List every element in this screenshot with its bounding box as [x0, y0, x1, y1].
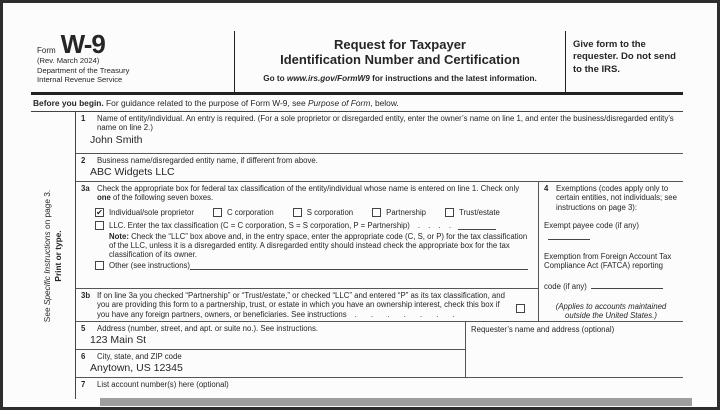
option-individual [95, 208, 194, 217]
before-begin-bold: Before you begin. [33, 98, 104, 108]
exempt-payee-line [544, 221, 678, 242]
option-partnership [372, 208, 426, 217]
sidebar-see-suffix: on page 3. [42, 189, 53, 231]
line-7-account-row [76, 378, 683, 399]
line-3a-number: 3a [81, 184, 90, 193]
purpose-of-form-ref: Purpose of Form [307, 98, 371, 108]
option-llc [95, 221, 538, 230]
fatca-line [544, 252, 678, 292]
form-title-line1: Request for Taxpayer [334, 37, 466, 52]
line-3b-number: 3b [81, 291, 91, 300]
line-7-label: List account number(s) here (optional) [97, 380, 229, 389]
line-3b-section [76, 289, 538, 321]
line-3b-leader-dots: . . . . . . . [354, 309, 461, 319]
partnership-label: Partnership [386, 207, 427, 217]
partnership-checkbox[interactable] [372, 208, 381, 217]
llc-note-text: Check the “LLC” box above and, in the entry space, enter the appropriate code (C, S, or P) for the tax classification of the LLC, unless it is a disregarded entity. A disregarded entity should instead check the appropriate box for the tax classification of its owner. [109, 231, 528, 260]
llc-classification-entry[interactable] [458, 221, 496, 230]
c-corporation-checkbox[interactable] [213, 208, 222, 217]
give-form-note: Give form to the requester. Do not send to the IRS. [565, 31, 683, 92]
other-entry-line[interactable] [190, 261, 528, 270]
address-block [76, 322, 683, 378]
account-numbers-field[interactable] [76, 389, 683, 392]
line-3a-label [97, 184, 534, 203]
option-other [95, 261, 538, 270]
requester-label: Requester’s name and address (optional) [471, 325, 615, 334]
header-title-block [235, 31, 565, 92]
form-word-label: Form [37, 46, 56, 55]
line-5-number: 5 [81, 324, 86, 333]
foreign-partners-checkbox[interactable] [516, 304, 525, 313]
line-3-left-column [76, 182, 538, 321]
address-left-column [76, 322, 465, 377]
form-title [235, 37, 565, 68]
option-trust-estate [445, 208, 500, 217]
other-checkbox[interactable] [95, 261, 104, 270]
individual-sole-proprietor-checkbox[interactable] [95, 208, 104, 217]
form-revision: (Rev. March 2024) [37, 56, 100, 66]
before-begin-suffix: , below. [370, 98, 399, 108]
form-title-line2: Identification Number and Certification [280, 52, 520, 68]
option-c-corporation [213, 208, 274, 217]
header-agency-block [31, 31, 235, 92]
option-s-corporation [293, 208, 353, 217]
line-2-label: Business name/disregarded entity name, if different from above. [97, 156, 318, 165]
name-field[interactable]: John Smith [90, 133, 143, 146]
line-4-exemptions-box [538, 182, 683, 321]
s-corporation-checkbox[interactable] [293, 208, 302, 217]
line-3-classification-block [76, 182, 683, 322]
line-3a-label-prefix: Check the appropriate box for federal tax classification of the entity/individual whose name is entered on line 1. Check only [97, 184, 520, 193]
trust-estate-label: Trust/estate [459, 207, 500, 217]
goto-suffix: for instructions and the latest information. [369, 73, 537, 83]
form-main [31, 112, 683, 399]
exempt-payee-code-entry[interactable] [548, 231, 590, 240]
trust-estate-checkbox[interactable] [445, 208, 454, 217]
line-2-number: 2 [81, 156, 86, 165]
line-3a-label-suffix: of the following seven boxes. [110, 193, 214, 203]
goto-prefix: Go to [263, 73, 287, 83]
form-header [31, 31, 683, 95]
line-7-number: 7 [81, 380, 86, 389]
before-begin-text: For guidance related to the purpose of Form W-9, see [103, 98, 308, 108]
line-1-number: 1 [81, 114, 86, 123]
other-label: Other (see instructions) [109, 261, 191, 271]
llc-leader-dots: . . . . [417, 220, 455, 230]
line-4-label: Exemptions (codes apply only to certain entities, not individuals; see instructions on page 3): [556, 184, 677, 212]
address-field[interactable]: 123 Main St [90, 334, 147, 347]
line-5-address-row [76, 322, 465, 350]
form-fields-column [75, 112, 683, 399]
before-you-begin-line [31, 95, 683, 112]
sidebar-see-instructions [42, 121, 53, 391]
c-corporation-label: C corporation [226, 207, 274, 217]
city-state-zip-field[interactable]: Anytown, US 12345 [90, 362, 183, 375]
llc-label: LLC. Enter the tax classification (C = C corporation, S = S corporation, P = Partnership) [109, 220, 410, 230]
irs-url: www.irs.gov/FormW9 [286, 73, 370, 83]
line-5-label: Address (number, street, and apt. or suite no.). See instructions. [97, 324, 319, 333]
individual-sole-proprietor-label: Individual/sole proprietor [109, 207, 194, 217]
fatca-code-entry[interactable] [591, 280, 663, 289]
line-2-business-name-row [76, 154, 683, 182]
llc-note-bold: Note: [109, 231, 129, 241]
tax-classification-options [95, 208, 538, 217]
left-gutter [31, 112, 75, 399]
llc-note [109, 232, 528, 260]
line-3b-text: If on line 3a you checked “Partnership” or “Trust/estate,” or checked “LLC” and entered “P” as its tax classification, and you are providing this form to a partnership, trust, or estate in which you have an ownership interest, check this box if you have any foreign partners, owners, or beneficiaries. See instructions [97, 291, 505, 319]
line-3a-label-bold: one [97, 193, 111, 203]
fatca-label: Exemption from Foreign Account Tax Compliance Act (FATCA) reporting code (if any) [544, 251, 672, 291]
line-6-number: 6 [81, 352, 86, 362]
llc-checkbox[interactable] [95, 221, 104, 230]
business-name-field[interactable]: ABC Widgets LLC [90, 166, 175, 179]
goto-instructions-line [235, 74, 565, 83]
print-or-type-sidebar [42, 121, 64, 391]
line-3b-label [97, 291, 510, 319]
agency-label: Internal Revenue Service [37, 75, 123, 85]
line-6-city-row [76, 350, 465, 377]
line-1-label: Name of entity/individual. An entry is required. (For a sole proprietor or disregarded entity, enter the owner’s name on line 1, and enter the business/disregarded entity’s name on line 2.) [97, 114, 674, 133]
sidebar-see-prefix: See [42, 304, 53, 322]
sidebar-see-italic: Specific Instructions [42, 230, 53, 305]
s-corporation-label: S corporation [306, 207, 354, 217]
part-1-section-bar [100, 398, 692, 406]
exempt-payee-label: Exempt payee code (if any) [544, 221, 639, 231]
form-body [3, 3, 717, 407]
line-6-label: City, state, and ZIP code [97, 352, 182, 362]
line-3a-section [76, 182, 538, 289]
requester-name-address-box[interactable] [465, 322, 683, 377]
sidebar-print-or-type: Print or type. [53, 229, 63, 282]
line-1-name-row [76, 112, 683, 154]
line-4-number: 4 [544, 184, 549, 193]
department-label: Department of the Treasury [37, 65, 130, 75]
applies-note: (Applies to accounts maintained outside the United States.) [555, 301, 667, 321]
form-number: W-9 [60, 29, 105, 59]
